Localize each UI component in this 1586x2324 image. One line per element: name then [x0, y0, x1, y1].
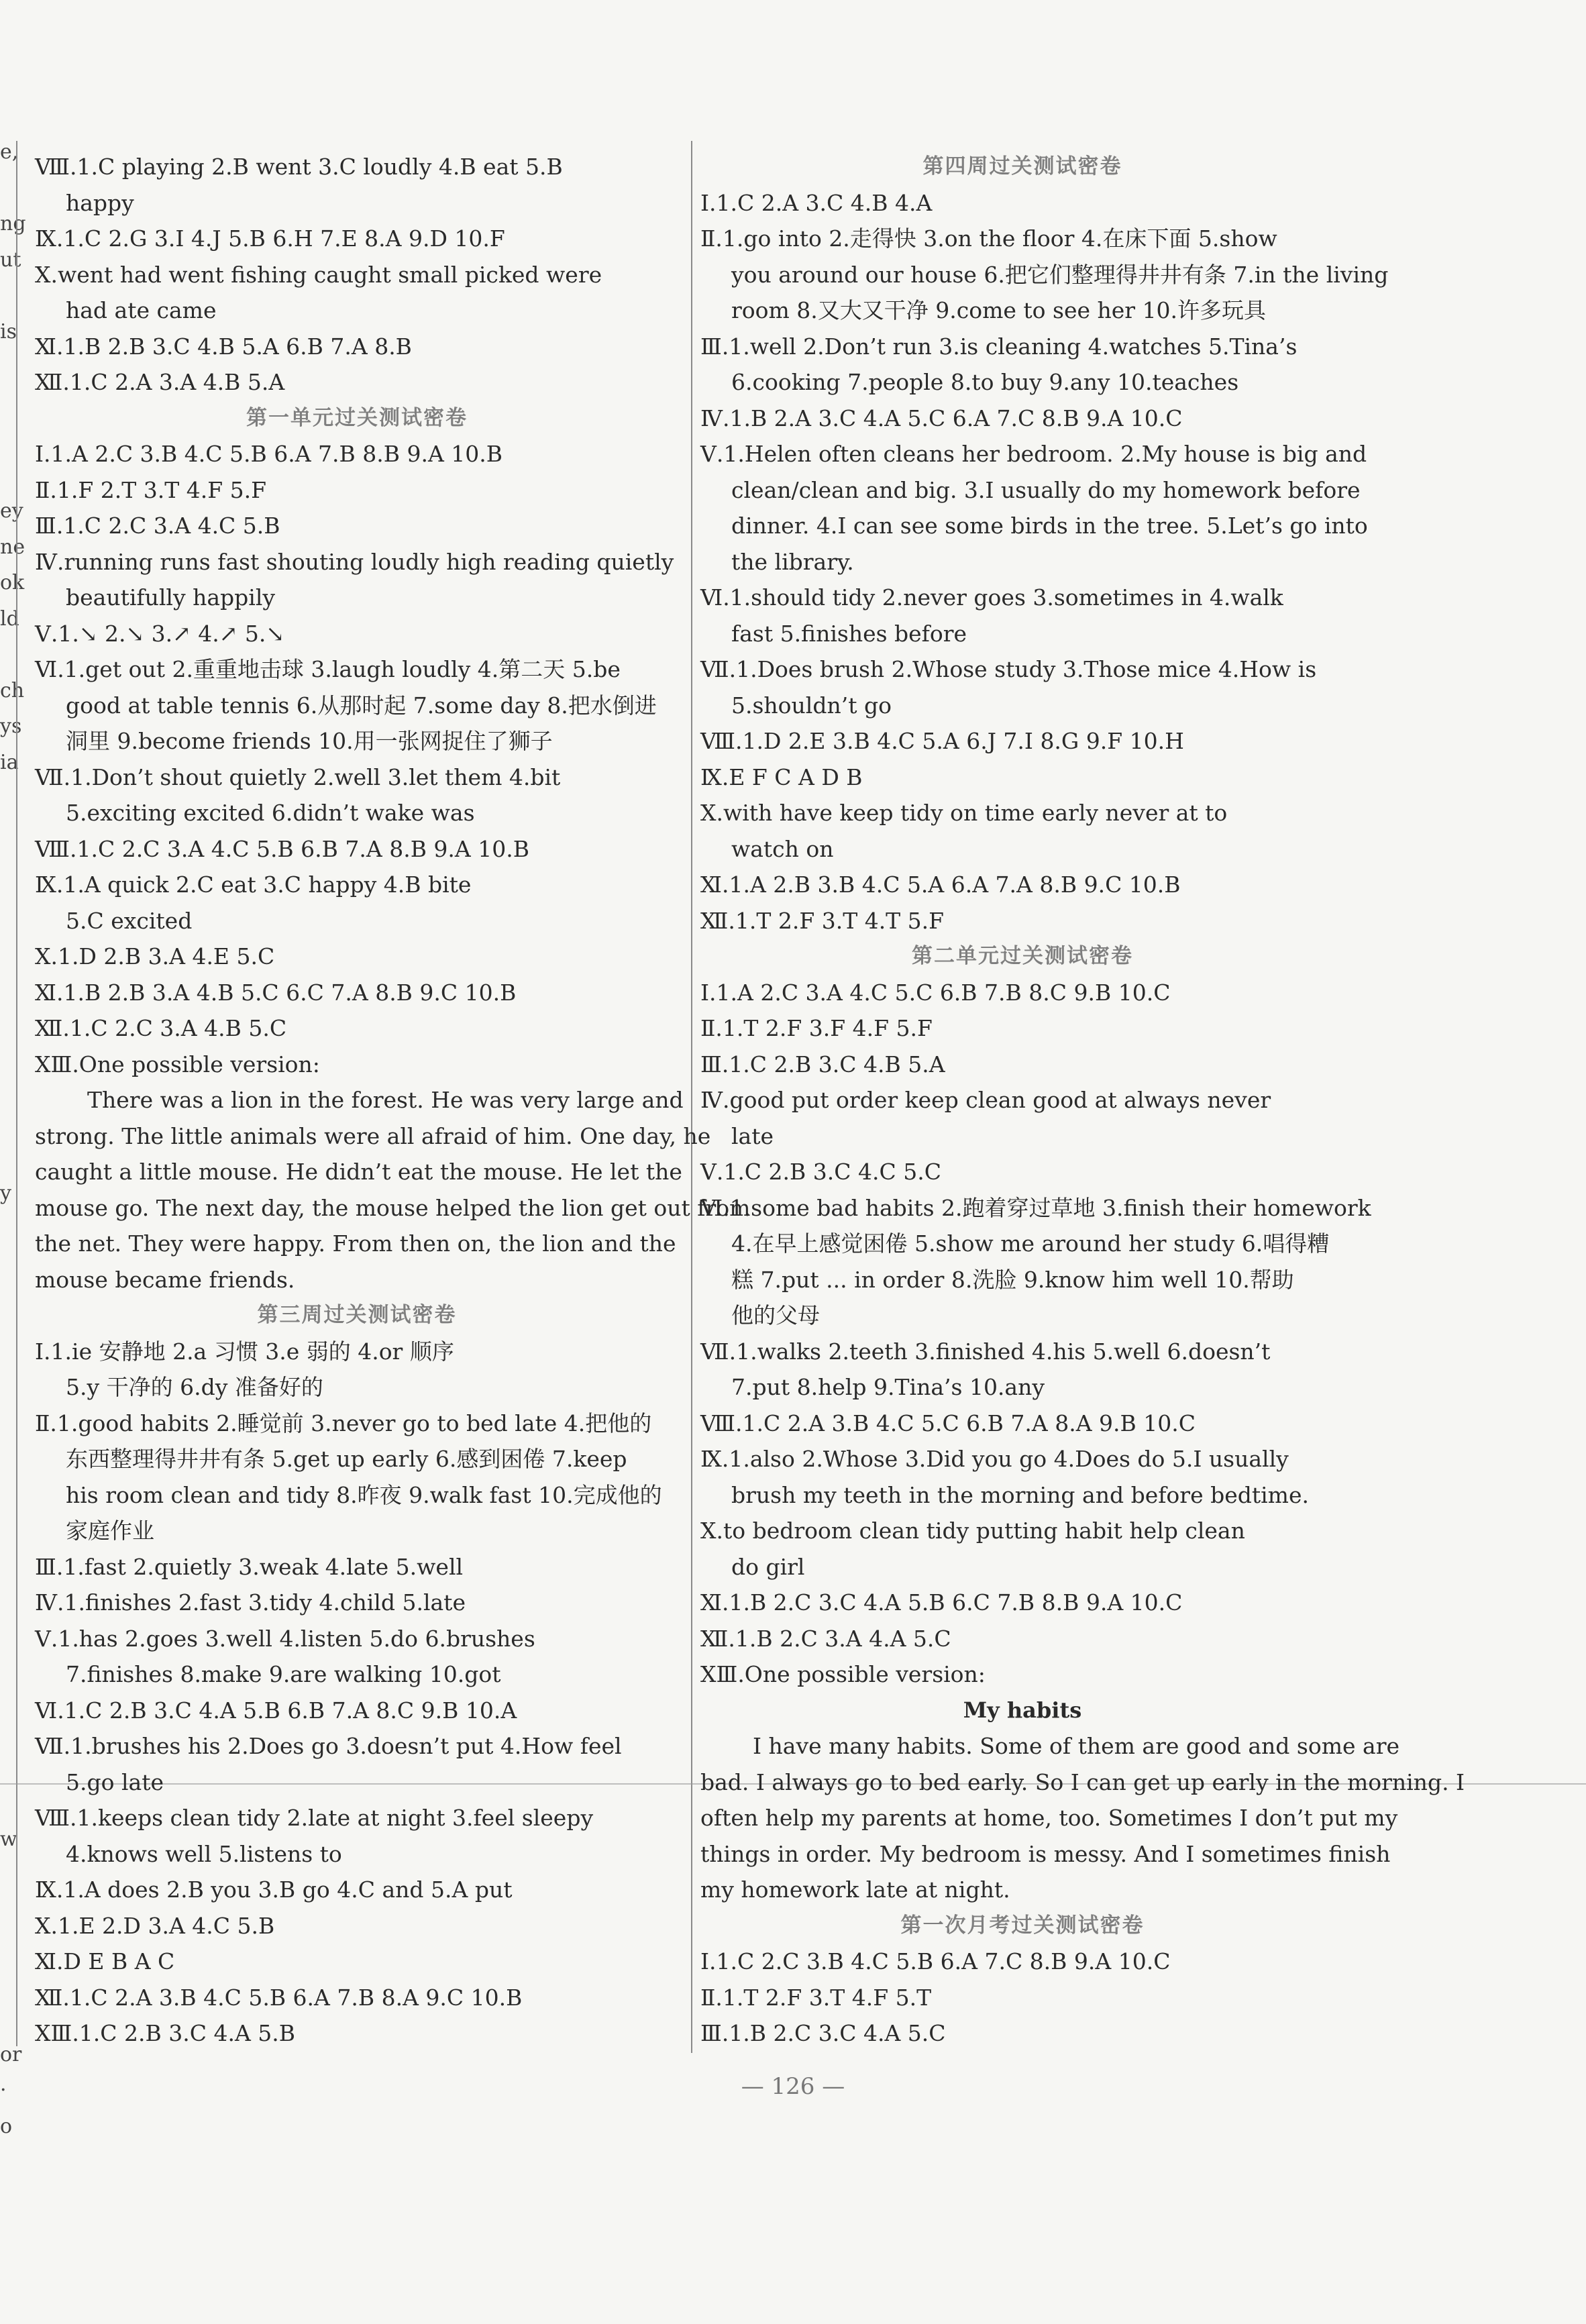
edge-fragment: w [0, 1827, 17, 1851]
edge-fragment [0, 1606, 23, 1642]
answer-line: Ⅵ.1.some bad habits 2.跑着穿过草地 3.finish their homework [700, 1194, 1371, 1221]
edge-fragment [0, 1785, 23, 1821]
edge-fragment [0, 2144, 23, 2180]
answer-line-continued: happy [66, 189, 134, 216]
edge-fragment [0, 996, 23, 1032]
answer-line-continued: 5.go late [66, 1768, 164, 1795]
edge-fragment: e, [0, 140, 19, 164]
edge-fragment [0, 170, 23, 207]
answer-line-continued: 5.shouldn’t go [731, 692, 892, 719]
answer-line: Ⅶ.1.Does brush 2.Whose study 3.Those mice 4.How is [700, 656, 1317, 682]
answer-line-continued: 7.put 8.help 9.Tina’s 10.any [731, 1374, 1045, 1400]
essay-line: mouse go. The next day, the mouse helped the lion get out from [35, 1194, 751, 1221]
edge-fragment: or [0, 2042, 22, 2066]
answer-line: Ⅸ.1.A quick 2.C eat 3.C happy 4.B bite [35, 872, 472, 898]
answer-line-continued: 洞里 9.become friends 10.用一张网捉住了狮子 [66, 728, 553, 754]
edge-fragment [0, 852, 23, 888]
edge-fragment [0, 2001, 23, 2037]
edge-fragment: ey [0, 499, 23, 523]
edge-fragment [0, 1391, 23, 1427]
edge-fragment [0, 1929, 23, 1965]
answer-line: Ⅲ.1.C 2.B 3.C 4.B 5.A [700, 1051, 945, 1077]
edge-fragment [0, 1463, 23, 1499]
answer-line: Ⅺ.1.A 2.B 3.B 4.C 5.A 6.A 7.A 8.B 9.C 10.B [700, 872, 1181, 898]
answer-line: Ⅶ.1.walks 2.teeth 3.finished 4.his 5.well 6.doesn’t [700, 1338, 1271, 1365]
edge-fragment [0, 1534, 23, 1571]
edge-fragment [0, 888, 23, 925]
answer-line: Ⅸ.1.also 2.Whose 3.Did you go 4.Does do 5.I usually [700, 1446, 1289, 1472]
edge-fragment [0, 1247, 23, 1283]
section-heading: 第三周过关测试密卷 [257, 1303, 457, 1327]
essay-line: things in order. My bedroom is messy. And I sometimes finish [700, 1840, 1391, 1867]
answer-line-continued: brush my teeth in the morning and before bedtime. [731, 1481, 1309, 1508]
section-heading: 第四周过关测试密卷 [922, 154, 1122, 178]
answer-line: ⅩⅢ.One possible version: [700, 1661, 986, 1687]
edge-fragment [0, 1678, 23, 1714]
edge-fragment: y [0, 1181, 11, 1205]
answer-line-continued: 东西整理得井井有条 5.get up early 6.感到困倦 7.keep [66, 1446, 627, 1472]
answer-line-continued: had ate came [66, 297, 217, 323]
edge-fragment [0, 2216, 23, 2252]
answer-line: Ⅷ.1.keeps clean tidy 2.late at night 3.feel sleepy [35, 1805, 594, 1831]
section-heading: 第一单元过关测试密卷 [246, 405, 468, 430]
answer-line: Ⅱ.1.go into 2.走得快 3.on the floor 4.在床下面 5.show [700, 225, 1277, 252]
right-answer-column [700, 149, 1465, 2052]
essay-line: I have many habits. Some of them are good and some are [753, 1733, 1400, 1759]
answer-line: Ⅴ.1.↘ 2.↘ 3.↗ 4.↗ 5.↘ [35, 620, 284, 647]
answer-line: Ⅹ.1.D 2.B 3.A 4.E 5.C [35, 943, 275, 969]
edge-fragment: · [0, 2078, 7, 2102]
edge-fragment [0, 1139, 23, 1175]
edge-fragment: ld [0, 606, 19, 631]
essay-line: strong. The little animals were all afraid of him. One day, he [35, 1122, 711, 1149]
answer-line-continued: beautifully happily [66, 584, 276, 611]
answer-line: Ⅹ.1.E 2.D 3.A 4.C 5.B [35, 1912, 275, 1939]
edge-fragment [0, 1211, 23, 1247]
edge-fragment [0, 816, 23, 853]
answer-line: Ⅹ.to bedroom clean tidy putting habit help clean [700, 1518, 1245, 1544]
essay-line: the net. They were happy. From then on, the lion and the [35, 1230, 676, 1257]
answer-line: Ⅲ.1.well 2.Don’t run 3.is cleaning 4.watches 5.Tina’s [700, 333, 1298, 360]
answer-line: Ⅳ.1.finishes 2.fast 3.tidy 4.child 5.late [35, 1589, 466, 1616]
edge-fragment [0, 1642, 23, 1678]
edge-fragment [0, 1319, 23, 1355]
answer-line: Ⅵ.1.get out 2.重重地击球 3.laugh loudly 4.第二天 5.be [35, 656, 621, 682]
edge-fragment [0, 960, 23, 996]
edge-fragment [0, 1355, 23, 1391]
answer-line-continued: 4.在早上感觉困倦 5.show me around her study 6.唱得糟 [731, 1230, 1330, 1257]
answer-line: Ⅵ.1.should tidy 2.never goes 3.sometimes in 4.walk [700, 584, 1283, 611]
edge-fragment [0, 1426, 23, 1463]
answer-line: Ⅻ.1.C 2.C 3.A 4.B 5.C [35, 1015, 287, 1041]
edge-fragment: is [0, 319, 17, 344]
essay-line: caught a little mouse. He didn’t eat the mouse. He let the [35, 1159, 682, 1185]
page-number: — 126 — [741, 2073, 845, 2100]
answer-line: Ⅶ.1.Don’t shout quietly 2.well 3.let them 4.bit [35, 763, 561, 790]
answer-line: Ⅲ.1.B 2.C 3.C 4.A 5.C [700, 2020, 946, 2046]
edge-fragment: ne [0, 535, 25, 559]
answer-line: Ⅸ.1.A does 2.B you 3.B go 4.C and 5.A put [35, 1877, 513, 1903]
answer-line: Ⅹ.went had went fishing caught small picked were [35, 261, 602, 288]
edge-fragment [0, 1750, 23, 1786]
answer-line-continued: fast 5.finishes before [731, 620, 967, 647]
edge-fragment: ng [0, 212, 26, 235]
edge-fragment [0, 1570, 23, 1606]
edge-fragment [0, 2288, 23, 2324]
answer-line: Ⅴ.1.Helen often cleans her bedroom. 2.My house is big and [700, 441, 1367, 467]
answer-line: Ⅷ.1.C 2.A 3.B 4.C 5.C 6.B 7.A 8.A 9.B 10.C [700, 1410, 1196, 1436]
answer-line: Ⅻ.1.C 2.A 3.B 4.C 5.B 6.A 7.B 8.A 9.C 10.B [35, 1984, 523, 2011]
edge-fragment: o [0, 2114, 13, 2138]
section-heading: 第二单元过关测试密卷 [912, 944, 1133, 968]
column-divider [691, 141, 692, 2053]
answer-line-continued: 他的父母 [731, 1302, 820, 1328]
answer-line: Ⅱ.1.T 2.F 3.F 4.F 5.F [700, 1015, 933, 1041]
answer-line: Ⅳ.1.B 2.A 3.C 4.A 5.C 6.A 7.C 8.B 9.A 10.C [700, 405, 1183, 431]
answer-line: Ⅻ.1.B 2.C 3.A 4.A 5.C [700, 1625, 951, 1652]
answer-line-continued: 6.cooking 7.people 8.to buy 9.any 10.teaches [731, 369, 1239, 395]
edge-fragment [0, 421, 23, 458]
answer-line: Ⅶ.1.brushes his 2.Does go 3.doesn’t put 4.How feel [35, 1733, 622, 1759]
answer-line: Ⅰ.1.C 2.C 3.B 4.C 5.B 6.A 7.C 8.B 9.A 10.C [700, 1948, 1171, 1974]
answer-line-continued: 5.exciting excited 6.didn’t wake was [66, 800, 475, 826]
answer-line: Ⅴ.1.has 2.goes 3.well 4.listen 5.do 6.brushes [35, 1625, 535, 1652]
answer-line: ⅩⅢ.1.C 2.B 3.C 4.A 5.B [35, 2020, 296, 2046]
edge-fragment: ut [0, 248, 21, 272]
section-heading: 第一次月考过关测试密卷 [900, 1913, 1145, 1938]
essay-line: There was a lion in the forest. He was very large and [87, 1087, 684, 1113]
essay-line: my homework late at night. [700, 1877, 1010, 1903]
answer-line: Ⅷ.1.C 2.C 3.A 4.C 5.B 6.B 7.A 8.B 9.A 10.B [35, 835, 529, 862]
answer-line: Ⅳ.good put order keep clean good at always never [700, 1087, 1271, 1113]
answer-line: Ⅻ.1.C 2.A 3.A 4.B 5.A [35, 369, 285, 395]
edge-fragment [0, 1893, 23, 1930]
answer-line-continued: clean/clean and big. 3.I usually do my homework before [731, 476, 1361, 503]
answer-line-continued: 糕 7.put ... in order 8.洗脸 9.know him well 10.帮助 [731, 1266, 1294, 1293]
answer-line-continued: the library. [731, 548, 854, 575]
left-answer-column [35, 149, 751, 2052]
edge-fragment [0, 2252, 23, 2288]
answer-line-continued: 家庭作业 [66, 1518, 154, 1544]
answer-line-continued: watch on [731, 835, 834, 862]
answer-line: Ⅸ.E F C A D B [700, 763, 863, 790]
answer-line-continued: room 8.又大又干净 9.come to see her 10.许多玩具 [731, 297, 1267, 323]
edge-fragment [0, 780, 23, 816]
edge-fragment [0, 637, 23, 673]
answer-line: Ⅲ.1.C 2.C 3.A 4.C 5.B [35, 513, 280, 539]
edge-fragment [0, 1104, 23, 1140]
edge-fragment [0, 1498, 23, 1534]
essay-line: mouse became friends. [35, 1266, 295, 1293]
edge-fragment [0, 458, 23, 494]
edge-fragment: ok [0, 571, 25, 594]
answer-line: Ⅰ.1.A 2.C 3.A 4.C 5.C 6.B 7.B 8.C 9.B 10.C [700, 979, 1171, 1006]
answer-line: Ⅷ.1.C playing 2.B went 3.C loudly 4.B eat 5.B [35, 154, 563, 180]
answer-line-continued: 7.finishes 8.make 9.are walking 10.got [66, 1661, 501, 1687]
answer-line: Ⅱ.1.T 2.F 3.T 4.F 5.T [700, 1984, 932, 2011]
edge-fragment [0, 386, 23, 422]
answer-line-continued: do girl [731, 1553, 805, 1580]
left-margin-divider [16, 141, 17, 2046]
answer-line-continued: you around our house 6.把它们整理得井井有条 7.in the living [731, 261, 1389, 288]
essay-line: often help my parents at home, too. Sometimes I don’t put my [700, 1805, 1398, 1831]
answer-line: Ⅺ.1.B 2.B 3.C 4.B 5.A 6.B 7.A 8.B [35, 333, 412, 360]
answer-line: Ⅺ.D E B A C [35, 1948, 175, 1974]
answer-line: Ⅰ.1.C 2.A 3.C 4.B 4.A [700, 189, 933, 216]
answer-line: Ⅳ.running runs fast shouting loudly high reading quietly [35, 548, 674, 575]
answer-line: Ⅺ.1.B 2.B 3.A 4.B 5.C 6.C 7.A 8.B 9.C 10.B [35, 979, 517, 1006]
edge-fragment [0, 1283, 23, 1319]
answer-line: Ⅰ.1.ie 安静地 2.a 习惯 3.e 弱的 4.or 顺序 [35, 1338, 454, 1365]
answer-line-continued: his room clean and tidy 8.昨夜 9.walk fast 10.完成他的 [66, 1481, 662, 1508]
edge-fragment: ch [0, 678, 25, 702]
answer-line: Ⅲ.1.fast 2.quietly 3.weak 4.late 5.well [35, 1553, 464, 1580]
answer-line: Ⅹ.with have keep tidy on time early never at to [700, 800, 1228, 826]
edge-fragment [0, 924, 23, 960]
answer-line: Ⅵ.1.C 2.B 3.C 4.A 5.B 6.B 7.A 8.C 9.B 10.A [35, 1697, 517, 1724]
edge-fragment [0, 1713, 23, 1750]
edge-fragment [0, 1965, 23, 2001]
answer-line: Ⅸ.1.C 2.G 3.I 4.J 5.B 6.H 7.E 8.A 9.D 10.F [35, 225, 505, 252]
edge-fragment: ys [0, 715, 22, 738]
essay-title: My habits [963, 1697, 1082, 1723]
essay-line: bad. I always go to bed early. So I can get up early in the morning. I [700, 1768, 1465, 1795]
answer-line: Ⅱ.1.F 2.T 3.T 4.F 5.F [35, 476, 267, 503]
edge-fragment: ia [0, 750, 19, 774]
edge-fragment [0, 2180, 23, 2217]
answer-line: Ⅺ.1.B 2.C 3.C 4.A 5.B 6.C 7.B 8.B 9.A 10.C [700, 1589, 1183, 1616]
answer-line: Ⅱ.1.good habits 2.睡觉前 3.never go to bed late 4.把他的 [35, 1410, 652, 1436]
answer-line-continued: good at table tennis 6.从那时起 7.some day 8.把水倒进 [66, 692, 657, 719]
answer-line: ⅩⅢ.One possible version: [35, 1051, 320, 1077]
left-edge-text-fragments [0, 134, 26, 2138]
edge-fragment [0, 1032, 23, 1068]
answer-line: Ⅰ.1.A 2.C 3.B 4.C 5.B 6.A 7.B 8.B 9.A 10.B [35, 441, 503, 467]
answer-line: Ⅴ.1.C 2.B 3.C 4.C 5.C [700, 1159, 941, 1185]
answer-line-continued: dinner. 4.I can see some birds in the tree. 5.Let’s go into [731, 513, 1368, 539]
edge-fragment [0, 1857, 23, 1893]
edge-fragment [0, 278, 23, 314]
answer-line-continued: 4.knows well 5.listens to [66, 1840, 342, 1867]
edge-fragment [0, 1067, 23, 1104]
answer-line: Ⅷ.1.D 2.E 3.B 4.C 5.A 6.J 7.I 8.G 9.F 10.H [700, 728, 1184, 754]
edge-fragment [0, 350, 23, 386]
answer-line-continued: late [731, 1122, 774, 1149]
answer-line-continued: 5.C excited [66, 907, 193, 934]
answer-line: Ⅻ.1.T 2.F 3.T 4.T 5.F [700, 907, 945, 934]
answer-line-continued: 5.y 干净的 6.dy 准备好的 [66, 1374, 323, 1400]
